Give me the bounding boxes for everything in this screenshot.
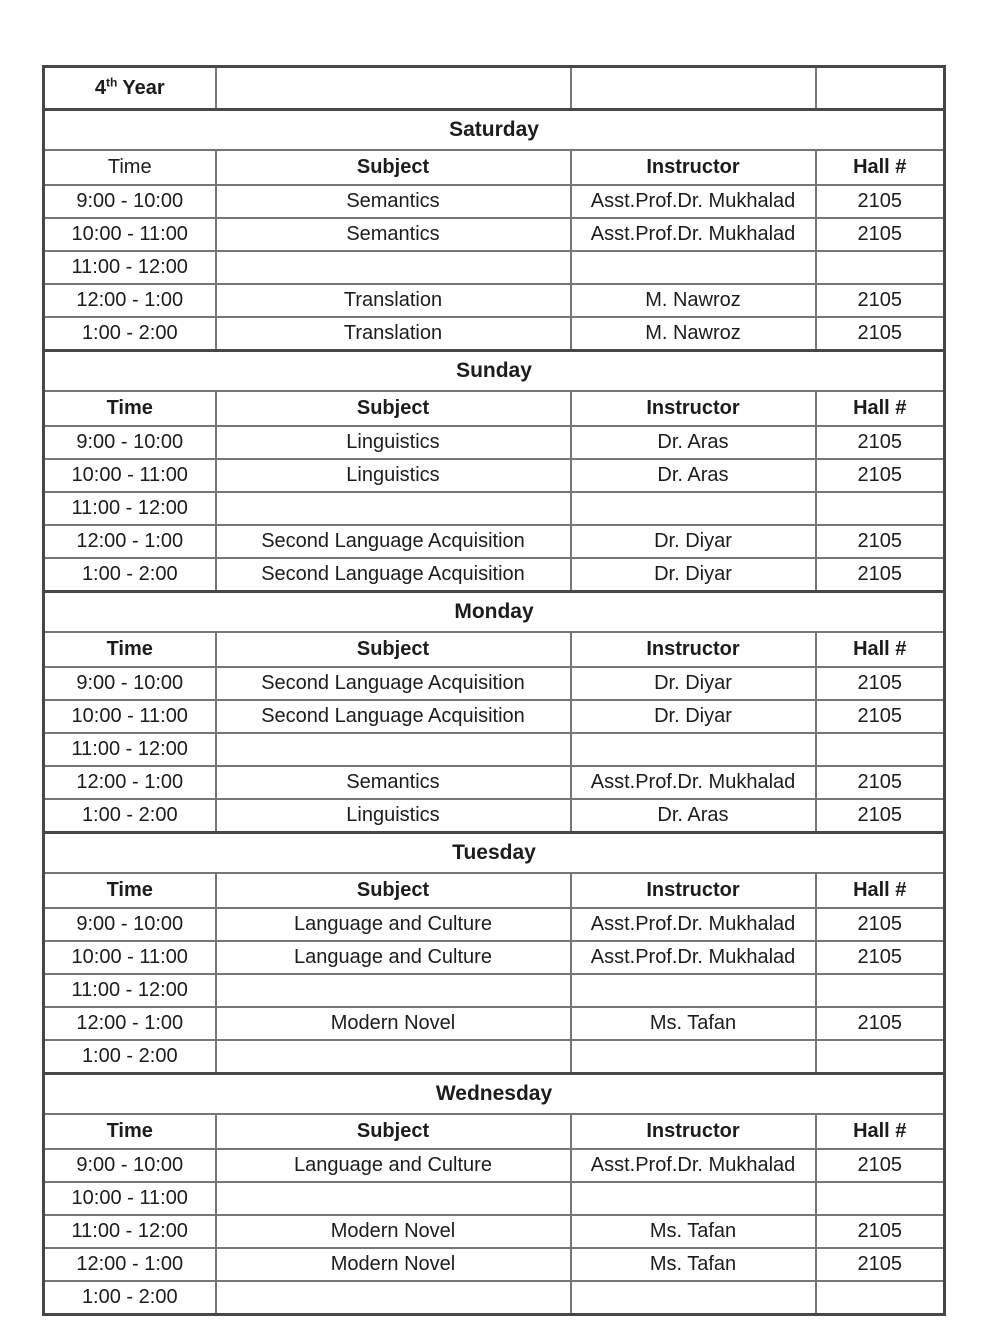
- cell-instructor: [571, 1182, 816, 1215]
- cell-instructor: M. Nawroz: [571, 317, 816, 351]
- column-header-row: [44, 150, 945, 185]
- year-ordinal: th: [106, 74, 118, 89]
- cell-instructor: Dr. Aras: [571, 426, 816, 459]
- column-header-row: [44, 873, 945, 908]
- cell-instructor: [571, 974, 816, 1007]
- cell-hall: 2105: [816, 218, 945, 251]
- col-header-subject: Subject: [216, 873, 571, 908]
- cell-subject: [216, 974, 571, 1007]
- cell-subject: Modern Novel: [216, 1007, 571, 1040]
- cell-hall: [816, 492, 945, 525]
- schedule-row: [44, 492, 945, 525]
- cell-subject: Language and Culture: [216, 908, 571, 941]
- cell-time: 12:00 - 1:00: [44, 1007, 216, 1040]
- cell-subject: Translation: [216, 317, 571, 351]
- cell-time: 9:00 - 10:00: [44, 1149, 216, 1182]
- cell-subject: [216, 1281, 571, 1315]
- cell-time: 10:00 - 11:00: [44, 1182, 216, 1215]
- cell-subject: Semantics: [216, 766, 571, 799]
- day-name: Monday: [44, 592, 945, 633]
- cell-subject: Linguistics: [216, 459, 571, 492]
- cell-time: 12:00 - 1:00: [44, 1248, 216, 1281]
- cell-subject: [216, 1182, 571, 1215]
- schedule-row: [44, 700, 945, 733]
- cell-time: 12:00 - 1:00: [44, 525, 216, 558]
- cell-instructor: Asst.Prof.Dr. Mukhalad: [571, 941, 816, 974]
- cell-hall: [816, 733, 945, 766]
- day-banner-row: [44, 351, 945, 392]
- col-header-instructor: Instructor: [571, 1114, 816, 1149]
- timetable: [42, 65, 946, 1316]
- cell-instructor: Dr. Diyar: [571, 667, 816, 700]
- col-header-time: Time: [44, 632, 216, 667]
- col-header-time: Time: [44, 1114, 216, 1149]
- cell-instructor: Dr. Aras: [571, 799, 816, 833]
- cell-instructor: Asst.Prof.Dr. Mukhalad: [571, 766, 816, 799]
- cell-time: 1:00 - 2:00: [44, 558, 216, 592]
- schedule-row: [44, 251, 945, 284]
- year-row-empty-cell: [816, 67, 945, 110]
- cell-instructor: Dr. Aras: [571, 459, 816, 492]
- cell-time: 9:00 - 10:00: [44, 667, 216, 700]
- cell-time: 11:00 - 12:00: [44, 492, 216, 525]
- col-header-hall: Hall #: [816, 632, 945, 667]
- schedule-row: [44, 1248, 945, 1281]
- cell-instructor: Asst.Prof.Dr. Mukhalad: [571, 218, 816, 251]
- cell-time: 12:00 - 1:00: [44, 284, 216, 317]
- cell-hall: 2105: [816, 525, 945, 558]
- col-header-time: Time: [44, 150, 216, 185]
- schedule-row: [44, 558, 945, 592]
- schedule-row: [44, 218, 945, 251]
- cell-hall: 2105: [816, 799, 945, 833]
- schedule-row: [44, 284, 945, 317]
- cell-subject: Second Language Acquisition: [216, 667, 571, 700]
- schedule-row: [44, 667, 945, 700]
- cell-instructor: Ms. Tafan: [571, 1248, 816, 1281]
- day-banner-row: [44, 833, 945, 874]
- cell-hall: 2105: [816, 941, 945, 974]
- year-row-empty-cell: [571, 67, 816, 110]
- schedule-row: [44, 1215, 945, 1248]
- cell-time: 1:00 - 2:00: [44, 799, 216, 833]
- cell-instructor: Ms. Tafan: [571, 1007, 816, 1040]
- day-name: Sunday: [44, 351, 945, 392]
- cell-subject: Semantics: [216, 218, 571, 251]
- cell-hall: 2105: [816, 1007, 945, 1040]
- cell-instructor: [571, 1040, 816, 1074]
- column-header-row: [44, 1114, 945, 1149]
- col-header-hall: Hall #: [816, 1114, 945, 1149]
- schedule-row: [44, 459, 945, 492]
- cell-hall: [816, 251, 945, 284]
- cell-time: 11:00 - 12:00: [44, 251, 216, 284]
- cell-instructor: [571, 492, 816, 525]
- schedule-row: [44, 941, 945, 974]
- year-label: [44, 67, 216, 110]
- cell-time: 10:00 - 11:00: [44, 218, 216, 251]
- cell-time: 11:00 - 12:00: [44, 733, 216, 766]
- cell-instructor: [571, 251, 816, 284]
- cell-hall: 2105: [816, 766, 945, 799]
- cell-hall: 2105: [816, 908, 945, 941]
- cell-subject: Linguistics: [216, 426, 571, 459]
- cell-instructor: Asst.Prof.Dr. Mukhalad: [571, 185, 816, 218]
- cell-instructor: M. Nawroz: [571, 284, 816, 317]
- cell-hall: 2105: [816, 459, 945, 492]
- col-header-instructor: Instructor: [571, 391, 816, 426]
- cell-hall: 2105: [816, 700, 945, 733]
- cell-subject: Semantics: [216, 185, 571, 218]
- cell-time: 9:00 - 10:00: [44, 185, 216, 218]
- col-header-time: Time: [44, 391, 216, 426]
- cell-hall: 2105: [816, 317, 945, 351]
- cell-subject: Modern Novel: [216, 1248, 571, 1281]
- cell-subject: [216, 1040, 571, 1074]
- schedule-row: [44, 1007, 945, 1040]
- cell-time: 11:00 - 12:00: [44, 974, 216, 1007]
- cell-subject: [216, 251, 571, 284]
- col-header-hall: Hall #: [816, 150, 945, 185]
- cell-hall: [816, 1040, 945, 1074]
- cell-hall: 2105: [816, 284, 945, 317]
- schedule-row: [44, 766, 945, 799]
- schedule-row: [44, 1281, 945, 1315]
- col-header-instructor: Instructor: [571, 873, 816, 908]
- cell-time: 9:00 - 10:00: [44, 908, 216, 941]
- cell-subject: Second Language Acquisition: [216, 525, 571, 558]
- schedule-row: [44, 1149, 945, 1182]
- cell-hall: 2105: [816, 185, 945, 218]
- cell-hall: 2105: [816, 667, 945, 700]
- cell-time: 1:00 - 2:00: [44, 317, 216, 351]
- cell-time: 9:00 - 10:00: [44, 426, 216, 459]
- cell-subject: Language and Culture: [216, 1149, 571, 1182]
- cell-time: 10:00 - 11:00: [44, 941, 216, 974]
- cell-time: 10:00 - 11:00: [44, 459, 216, 492]
- day-banner-row: [44, 110, 945, 151]
- column-header-row: [44, 391, 945, 426]
- cell-time: 11:00 - 12:00: [44, 1215, 216, 1248]
- day-banner-row: [44, 592, 945, 633]
- cell-instructor: Dr. Diyar: [571, 700, 816, 733]
- column-header-row: [44, 632, 945, 667]
- schedule-row: [44, 974, 945, 1007]
- day-banner-row: [44, 1074, 945, 1115]
- cell-instructor: Ms. Tafan: [571, 1215, 816, 1248]
- col-header-subject: Subject: [216, 391, 571, 426]
- year-row-empty-cell: [216, 67, 571, 110]
- col-header-subject: Subject: [216, 632, 571, 667]
- cell-hall: 2105: [816, 1248, 945, 1281]
- col-header-hall: Hall #: [816, 873, 945, 908]
- cell-hall: 2105: [816, 558, 945, 592]
- schedule-row: [44, 525, 945, 558]
- cell-time: 10:00 - 11:00: [44, 700, 216, 733]
- schedule-row: [44, 733, 945, 766]
- cell-instructor: [571, 733, 816, 766]
- cell-instructor: Asst.Prof.Dr. Mukhalad: [571, 908, 816, 941]
- schedule-row: [44, 185, 945, 218]
- cell-hall: [816, 974, 945, 1007]
- schedule-row: [44, 1040, 945, 1074]
- cell-subject: Modern Novel: [216, 1215, 571, 1248]
- cell-hall: 2105: [816, 1149, 945, 1182]
- year-number: 4: [94, 76, 107, 99]
- col-header-instructor: Instructor: [571, 632, 816, 667]
- cell-instructor: Dr. Diyar: [571, 558, 816, 592]
- cell-hall: 2105: [816, 1215, 945, 1248]
- cell-instructor: Asst.Prof.Dr. Mukhalad: [571, 1149, 816, 1182]
- cell-instructor: [571, 1281, 816, 1315]
- cell-subject: Second Language Acquisition: [216, 700, 571, 733]
- day-name: Tuesday: [44, 833, 945, 874]
- col-header-hall: Hall #: [816, 391, 945, 426]
- cell-instructor: Dr. Diyar: [571, 525, 816, 558]
- cell-hall: 2105: [816, 426, 945, 459]
- col-header-subject: Subject: [216, 150, 571, 185]
- cell-subject: [216, 492, 571, 525]
- cell-subject: Linguistics: [216, 799, 571, 833]
- cell-hall: [816, 1182, 945, 1215]
- day-name: Saturday: [44, 110, 945, 151]
- schedule-row: [44, 908, 945, 941]
- col-header-instructor: Instructor: [571, 150, 816, 185]
- col-header-time: Time: [44, 873, 216, 908]
- day-name: Wednesday: [44, 1074, 945, 1115]
- col-header-subject: Subject: [216, 1114, 571, 1149]
- cell-subject: Language and Culture: [216, 941, 571, 974]
- cell-time: 1:00 - 2:00: [44, 1281, 216, 1315]
- cell-subject: [216, 733, 571, 766]
- cell-subject: Second Language Acquisition: [216, 558, 571, 592]
- cell-subject: Translation: [216, 284, 571, 317]
- year-text: Year: [122, 76, 165, 99]
- schedule-row: [44, 799, 945, 833]
- cell-time: 1:00 - 2:00: [44, 1040, 216, 1074]
- year-row: [44, 67, 945, 110]
- schedule-row: [44, 317, 945, 351]
- schedule-row: [44, 426, 945, 459]
- cell-hall: [816, 1281, 945, 1315]
- cell-time: 12:00 - 1:00: [44, 766, 216, 799]
- schedule-row: [44, 1182, 945, 1215]
